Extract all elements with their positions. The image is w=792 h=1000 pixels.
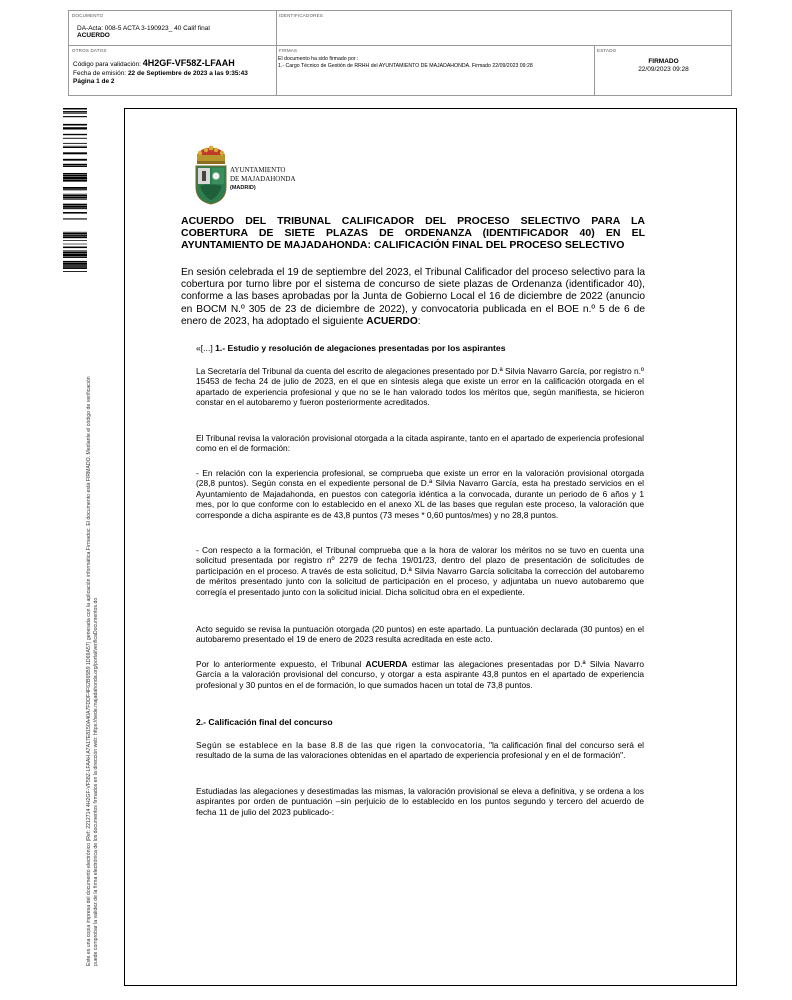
firmas-cell	[276, 46, 594, 96]
section2-heading: 2.- Calificación final del concurso	[196, 717, 333, 727]
barcode-bar	[63, 271, 87, 272]
barcode-bar	[63, 113, 87, 114]
firmas-line2: 1.- Cargo Técnico de Gestión de RRHH del AYUNTAMIENTO DE MAJADAHONDA. Firmado 22/09/2023 09:28	[278, 63, 533, 69]
intro-text: En sesión celebrada el 19 de septiembre del 2023, el Tribunal Calificador del proceso selectivo para la cobertura por turno libre por el sistema de concurso de siete plazas de Ordenanza (identificador 40), conforme a las bases aprobadas por la Junta de Gobierno Local el 16 de diciembre de 2022 (anuncio en BOCM N.º 305 de 23 de diciembre de 2022), y convocatoria publicada en el BOE n.º 5 de 6 de enero de 2023, ha adoptado el siguiente	[181, 267, 645, 327]
estado-status: FIRMADO	[648, 58, 679, 65]
section1-paragraph-5: Acto seguido se revisa la puntuación otorgada (20 puntos) en este apartado. La puntuación declarada (30 puntos) en el autobaremo presentado el 19 de enero de 2023 resulta acreditada en este acto.	[196, 624, 644, 645]
barcode-bar	[63, 189, 87, 190]
barcode-bar	[63, 197, 87, 199]
codigo-value: 4H2GF-VF58Z-LFAAH	[142, 58, 235, 68]
barcode-bar	[63, 173, 87, 174]
estado-cell	[594, 46, 733, 96]
section1-paragraph-6	[196, 659, 644, 690]
otros-datos-cell	[69, 46, 276, 96]
s2-p1-spaced: Según se establece en la base 8.8 de las que rigen la convocatoria,	[196, 740, 486, 750]
barcode-bar	[63, 194, 87, 195]
barcode-bar	[63, 127, 87, 129]
p6-bold: ACUERDA	[365, 659, 408, 669]
barcode-bar	[63, 218, 87, 219]
section1-title: 1.- Estudio y resolución de alegaciones presentadas por los aspirantes	[215, 343, 506, 353]
identificadores-cell	[276, 11, 733, 46]
codigo-label: Código para validación:	[73, 61, 141, 68]
barcode-bar	[63, 174, 87, 176]
estado-date: 22/09/2023 09:28	[638, 66, 689, 73]
barcode-bar	[63, 180, 87, 182]
section1-heading	[196, 343, 505, 353]
side-verification-text	[86, 266, 99, 966]
barcode-bar	[63, 138, 87, 139]
pagina: Página 1 de 2	[73, 78, 115, 85]
barcode-bar	[63, 254, 87, 256]
barcode-bar	[63, 116, 87, 117]
section1-paragraph-1: La Secretaría del Tribunal da cuenta del escrito de alegaciones presentado por D.ª Silvia Navarro García, por registro n.º 15453 de fecha 24 de julio de 2023, en el que en síntesis alega que existe un error en la calificación otorgada en el apartado de experiencia profesional y que no se le han valorado todos los méritos que, según manifiesta, se hicieron constar en el autobaremo y fueron posteriormente acreditados.	[196, 366, 644, 408]
barcode-bar	[63, 240, 87, 241]
barcode-bar	[63, 236, 87, 238]
barcode-bar	[63, 147, 87, 148]
coat-of-arms-logo	[194, 145, 228, 210]
intro-paragraph	[181, 267, 645, 328]
firmas-label: FIRMAS	[279, 48, 298, 53]
barcode-bar	[63, 166, 87, 167]
header-row-1	[69, 11, 731, 46]
barcode-bar	[63, 261, 87, 263]
documento-line1: DA-Acta: 008-5 ACTA 3-190923_ 40 Calif final	[77, 25, 210, 32]
barcode-bar	[63, 252, 87, 254]
section1-paragraph-4: - Con respecto a la formación, el Tribunal comprueba que a la hora de valorar los méritos no se tuvo en cuenta una solicitud presentada por registro nº 2279 de fecha 19/01/23, dentro del plazo de presentación de solicitudes de participación en el proceso. A través de esta solicitud, D.ª Silvia Navarro García solicitaba la corrección del autobaremo de méritos presentado junto con la solicitud de participación en el proceso, y adjuntaba un nuevo autobaremo que corregía el presentado junto con la solicitud inicial. Dicha solicitud obra en el expediente.	[196, 545, 644, 597]
documento-line2: ACUERDO	[77, 32, 110, 39]
logo-line1: AYUNTAMIENTO	[230, 166, 286, 174]
barcode-bar	[63, 263, 87, 265]
barcode-bar	[63, 134, 87, 135]
barcode-image	[63, 108, 87, 272]
documento-cell	[69, 11, 276, 46]
documento-label: DOCUMENTO	[72, 13, 104, 18]
barcode-bar	[63, 206, 87, 208]
barcode-bar	[63, 152, 87, 154]
barcode-bar	[63, 208, 87, 209]
section2-paragraph-1	[196, 740, 644, 761]
barcode-bar	[63, 143, 87, 144]
logo-line2: DE MAJADAHONDA	[230, 175, 296, 183]
p6-start: Por lo anteriormente expuesto, el Tribunal	[196, 659, 366, 669]
barcode-bar	[63, 204, 87, 206]
section1-paragraph-3: - En relación con la experiencia profesional, se comprueba que existe un error en la valoración provisional otorgada (28,8 puntos). Según consta en el expediente personal de D.ª Silvia Navarro García, esta ha prestado servicios en el Ayuntamiento de Majadahonda, en puestos con categoría idéntica a la convocada, durante un periodo de 6 años y 1 mes, por lo que conforme con lo establecido en el anexo XL de las bases que regulan este proceso, la valoración que corresponde a dicha aspirante es de 43,8 puntos (73 meses * 0,60 puntos/mes) y no 28,8 puntos.	[196, 468, 644, 520]
barcode-bar	[63, 111, 87, 112]
barcode-bar	[63, 232, 87, 233]
document-header	[68, 10, 732, 96]
barcode-bar	[63, 159, 87, 161]
barcode-bar	[63, 187, 87, 189]
barcode-bar	[63, 233, 87, 234]
document-title: ACUERDO DEL TRIBUNAL CALIFICADOR DEL PROCESO SELECTIVO PARA LA COBERTURA DE SIETE PLAZAS DE ORDENANZA (IDENTIFICADOR 40) EN EL AYUNTAMIENTO DE MAJADAHONDA: CALIFICACIÓN FINAL DEL PROCESO SELECTIVO	[181, 215, 645, 251]
identificadores-label: IDENTIFICADORES	[279, 13, 324, 18]
barcode-bar	[63, 244, 87, 245]
barcode-bar	[63, 247, 87, 249]
intro-end: :	[417, 315, 421, 327]
barcode-bar	[63, 265, 87, 267]
section1-paragraph-2: El Tribunal revisa la valoración provisional otorgada a la citada aspirante, tanto en el apartado de experiencia profesional como en el de formación:	[196, 433, 644, 454]
barcode-bar	[63, 199, 87, 200]
side-text-line2: puede comprobar la validez de la firma electrónica de los documentos firmados en la dirección web: https://sede.majadahonda.org/portal/verificaDocumentos.do	[92, 597, 99, 966]
coat-of-arms-icon	[194, 145, 228, 205]
barcode-bar	[63, 235, 87, 236]
barcode-bar	[63, 250, 87, 251]
section2-paragraph-2: Estudiadas las alegaciones y desestimadas las mismas, la valoración provisional se eleva a definitiva, y se ordena a los aspirantes por orden de puntuación –sin perjuicio de lo establecido en los puntos segundo y tercero del acuerdo de fecha 11 de julio del 2023 publicado-:	[196, 786, 644, 817]
logo-line3: (MADRID)	[230, 185, 256, 191]
section1-prefix: «[...]	[196, 343, 216, 353]
barcode-bar	[63, 195, 87, 196]
estado-label: ESTADO	[597, 48, 617, 53]
documento-value	[77, 25, 210, 39]
s2-p1-rest: "la calificación final del concurso será el resultado de la suma de las valoraciones obtenidas en el apartado de experiencia profesional y en el de formación".	[196, 740, 645, 761]
estado-value	[594, 58, 733, 74]
fecha-label: Fecha de emisión:	[73, 69, 127, 77]
firmas-value	[278, 56, 533, 70]
barcode-bar	[63, 212, 87, 214]
barcode-bar	[63, 256, 87, 257]
intro-bold: ACUERDO	[366, 315, 418, 327]
p6-end: estimar las alegaciones presentadas por D.ª Silvia Navarro García a la valoración provisional del concurso, y otorgar a esta aspirante 43,8 puntos en el apartado de experiencia profesional y 30 puntos en el de formación, lo que sumados hacen un total de 73,8 puntos.	[196, 659, 644, 690]
barcode-bar	[63, 146, 87, 147]
firmas-line1: El documento ha sido firmado por :	[278, 56, 359, 62]
barcode-bar	[63, 267, 87, 269]
barcode-bar	[63, 124, 87, 126]
barcode-bar	[63, 177, 87, 179]
otros-datos-label: OTROS DATOS	[72, 48, 107, 53]
barcode-bar	[63, 108, 87, 109]
side-text-line1: Este es una copia impresa del documento electrónico (Ref: 2212714 4H2GF-VF58Z-LFAAH A7A17E8150A40A7FDDF4F62B65B9 1D69A57) generada con la aplicación informática Firmadoc. El documento está FIRMADO. Mediante el código de verificación	[86, 376, 92, 966]
logo-text	[230, 166, 296, 193]
barcode-bar	[63, 164, 87, 165]
otros-datos-value	[73, 59, 248, 87]
fecha-value: 22 de Septiembre de 2023 a las 9:35:43	[127, 69, 248, 77]
